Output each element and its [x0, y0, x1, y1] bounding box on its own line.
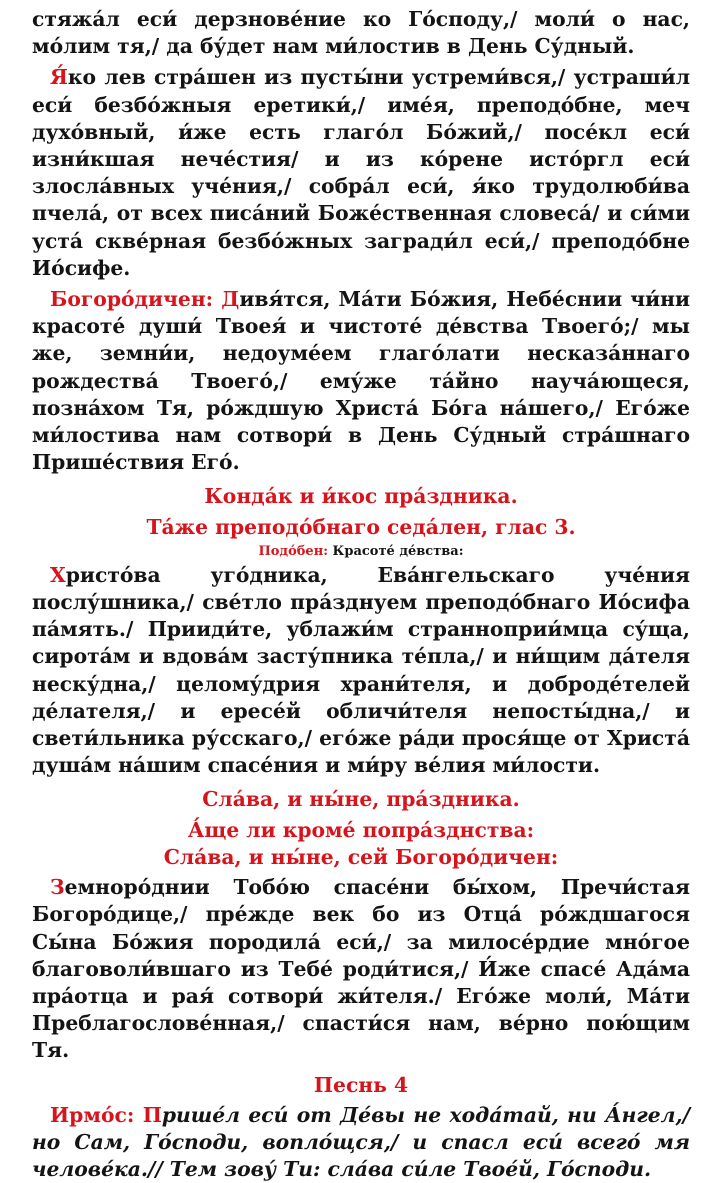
rubric-label: Богоро́дичен: Д	[50, 287, 240, 312]
drop-initial: Я	[50, 65, 68, 90]
section-heading-afterfeast	[32, 817, 690, 871]
paragraph-text: стяжа́л еси́ дерзнове́ние ко Го́споду,/ моли́ о нас, мо́лим тя,/ да бу́дет нам ми́лостив в День Су́дный.	[32, 7, 690, 59]
paragraph-sedalen	[32, 562, 690, 780]
section-heading-sedalen: Та́же преподо́бнаго седа́лен, глас 3.	[146, 514, 576, 539]
drop-initial: Х	[50, 562, 66, 587]
paragraph-text: ́ко лев стра́шен из пусты́ни устреми́вся,/ устраши́л еси́ безбо́жныя еретики́,/ име́я, преподо́бне, меч духо́вный, и́же есть глаго́л Бо́жий,/ посе́кл еси́ изни́кшая нече́стия/ и из ко́рене исто́ргл еси́ злосла́вных уче́ния,/ собра́л еси́, я́ко трудолюби́ва пчела́, от всех писа́ний Боже́ственная словеса́/ и си́ми уста́ скве́рная безбо́жных загради́л еси́,/ преподо́бне Ио́сифе.	[32, 65, 690, 280]
podoben-text: Красоте́ де́вства:	[328, 543, 464, 559]
paragraph-irmos	[32, 1102, 690, 1183]
paragraph-text: ивя́тся, Ма́ти Бо́жия, Небе́снии чи́ни красоте́ души́ Твоея́ и чистоте́ де́вства Твоего́;/ мы же, земни́и, недоуме́ем глаго́лати несказа́ннаго рождества́ Твоего́,/ ему́же та́йно науча́ющеся, позна́хом Тя, ро́ждшую Христа́ Бо́га на́шего,/ Его́же ми́лостива нам сотвори́ в День Су́дный стра́шнаго Прише́ствия Его́.	[32, 287, 690, 475]
rubric-label: Ирмо́с: П	[50, 1102, 162, 1127]
section-heading-glory: Сла́ва, и ны́не, пра́здника.	[202, 787, 520, 812]
section-heading-kontakion: Конда́к и и́кос пра́здника.	[204, 484, 518, 509]
paragraph-text: емноро́днии Тобо́ю спасе́ни бы́хом, Пречи́стая Богоро́дице,/ пре́жде век бо из Отца́ ро́ждшагося Сы́на Бо́жия породила́ еси́,/ за милосе́рдие мно́гое благоволи́вшаго из Тебе́ роди́тися,/ И́же спасе́ Ада́ма пра́отца и рая́ сотвори́ жи́теля./ Его́же моли́, Ма́ти Преблагослове́нная,/ спасти́ся нам, ве́рно пою́щим Тя.	[32, 875, 690, 1063]
paragraph-verse	[32, 64, 690, 282]
paragraph-theotokion-2	[32, 874, 690, 1064]
drop-initial: З	[50, 875, 65, 900]
heading-line: А́ще ли кроме́ попра́зднства:	[187, 817, 535, 842]
paragraph-text: ристо́ва уго́дника, Ева́нгельскаго уче́ния послу́шника,/ све́тло пра́зднуем преподо́бнаго Ио́сифа па́мять./ Прииди́те, ублажи́м странноприи́мца су́ща, сирота́м и вдова́м засту́пника те́пла,/ и ни́щим да́теля неску́дна,/ целому́дрия храни́теля, и доброде́телей де́лателя,/ и ересе́й обличи́теля непосты́дна,/ и свети́льника ру́сскаго,/ его́же ра́ди прося́ще от Христа́ душа́м на́шим спасе́ния и ми́ру ве́лия ми́лости.	[32, 562, 690, 778]
paragraph-troparion-end	[32, 6, 690, 60]
paragraph-theotokion	[32, 286, 690, 476]
podoben-line	[32, 544, 690, 560]
paragraph-text: рише́л еси́ от Де́вы не хода́тай, ни А́нгел,/ но Сам, Го́споди, вопло́щся,/ и спасл еси́ всего́ мя челове́ка.// Тем зову́ Ти: сла́ва си́ле Твое́й, Го́споди.	[32, 1102, 690, 1182]
podoben-label: Подо́бен:	[258, 543, 329, 559]
heading-line: Сла́ва, и ны́не, сей Богоро́дичен:	[163, 844, 559, 869]
section-heading-ode-4: Песнь 4	[313, 1072, 409, 1097]
